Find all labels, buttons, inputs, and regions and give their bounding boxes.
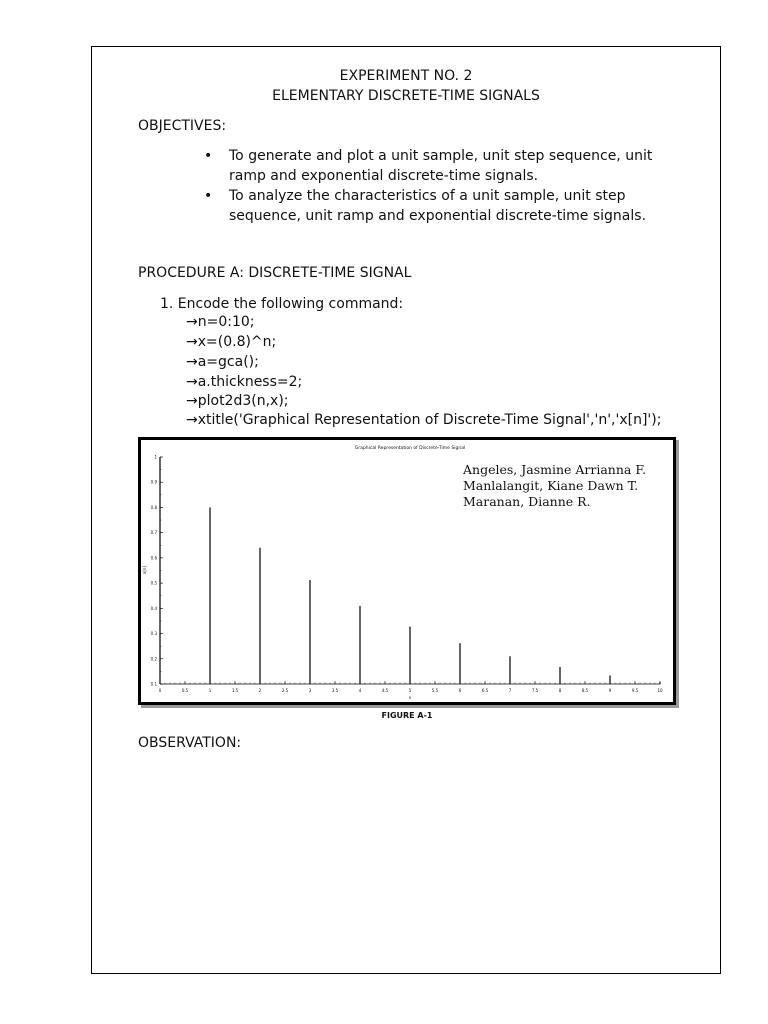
- x-tick-label: 3: [308, 688, 312, 693]
- y-tick-label: 0.1: [150, 681, 157, 687]
- command-line: →plot2d3(n,x);: [186, 393, 289, 409]
- figure-frame: [138, 437, 676, 705]
- objective-text-line: ramp and exponential discrete-time signals.: [229, 168, 539, 184]
- stem-chart: [141, 440, 673, 702]
- y-tick-label: 0.6: [150, 555, 157, 561]
- chart-annotation: Manlalangit, Kiane Dawn T.: [463, 478, 639, 493]
- y-tick-label: 0.2: [150, 656, 157, 662]
- x-tick-label: 7: [508, 688, 512, 693]
- chart-annotation: Angeles, Jasmine Arrianna F.: [463, 462, 647, 477]
- command-line: →x=(0.8)^n;: [186, 334, 277, 350]
- x-tick-label: 0: [158, 688, 162, 693]
- x-tick-label: 1.5: [231, 688, 239, 693]
- x-tick-label: 3.5: [331, 688, 339, 693]
- x-tick-label: 8.5: [581, 688, 589, 693]
- y-tick-label: 0.5: [150, 580, 157, 586]
- bullet-icon: •: [204, 188, 213, 204]
- x-tick-label: 4.5: [381, 688, 389, 693]
- objective-text-line: To generate and plot a unit sample, unit step sequence, unit: [229, 148, 653, 164]
- x-tick-label: 6.5: [481, 688, 489, 693]
- experiment-title: EXPERIMENT NO. 2: [339, 68, 473, 84]
- bullet-icon: •: [204, 148, 213, 164]
- chart-annotation: Maranan, Dianne R.: [463, 494, 591, 509]
- y-tick-label: 0.7: [150, 530, 157, 536]
- x-tick-label: 9: [608, 688, 612, 693]
- y-axis-label: x[n]: [142, 565, 147, 575]
- x-tick-label: 7.5: [531, 688, 539, 693]
- command-line: →n=0:10;: [186, 314, 255, 330]
- x-tick-label: 2.5: [281, 688, 289, 693]
- x-tick-label: 0.5: [181, 688, 189, 693]
- objectives-heading: OBJECTIVES:: [138, 118, 227, 134]
- command-line: →a.thickness=2;: [186, 374, 303, 390]
- procedure-step: 1. Encode the following command:: [160, 296, 404, 312]
- x-tick-label: 5.5: [431, 688, 439, 693]
- y-tick-label: 0.9: [150, 479, 157, 485]
- observation-heading: OBSERVATION:: [138, 735, 242, 751]
- x-tick-label: 2: [258, 688, 262, 693]
- objective-text-line: To analyze the characteristics of a unit sample, unit step: [229, 188, 626, 204]
- procedure-heading: PROCEDURE A: DISCRETE-TIME SIGNAL: [138, 265, 412, 281]
- objectives-list: [204, 146, 704, 226]
- chart-title: Graphical Representation of Discrete-Time Signal: [354, 446, 466, 451]
- x-tick-label: 1: [208, 688, 212, 693]
- command-line: →xtitle('Graphical Representation of Discrete-Time Signal','n','x[n]');: [186, 412, 662, 428]
- objective-text-line: sequence, unit ramp and exponential discrete-time signals.: [229, 208, 647, 224]
- y-tick-label: 1: [154, 454, 157, 460]
- figure-caption: FIGURE A-1: [381, 711, 433, 720]
- command-line: →a=gca();: [186, 354, 259, 370]
- x-tick-label: 4: [358, 688, 362, 693]
- x-tick-label: 6: [458, 688, 462, 693]
- y-tick-label: 0.3: [150, 631, 157, 637]
- x-tick-label: 5: [408, 688, 412, 693]
- x-axis-label: n: [408, 695, 412, 700]
- experiment-subtitle: ELEMENTARY DISCRETE-TIME SIGNALS: [272, 88, 540, 104]
- objective-item: [204, 186, 704, 226]
- x-tick-label: 10: [657, 688, 663, 693]
- y-tick-label: 0.4: [150, 605, 157, 611]
- y-tick-label: 0.8: [150, 504, 157, 510]
- x-tick-label: 8: [558, 688, 562, 693]
- x-tick-label: 9.5: [631, 688, 639, 693]
- objective-item: [204, 146, 704, 186]
